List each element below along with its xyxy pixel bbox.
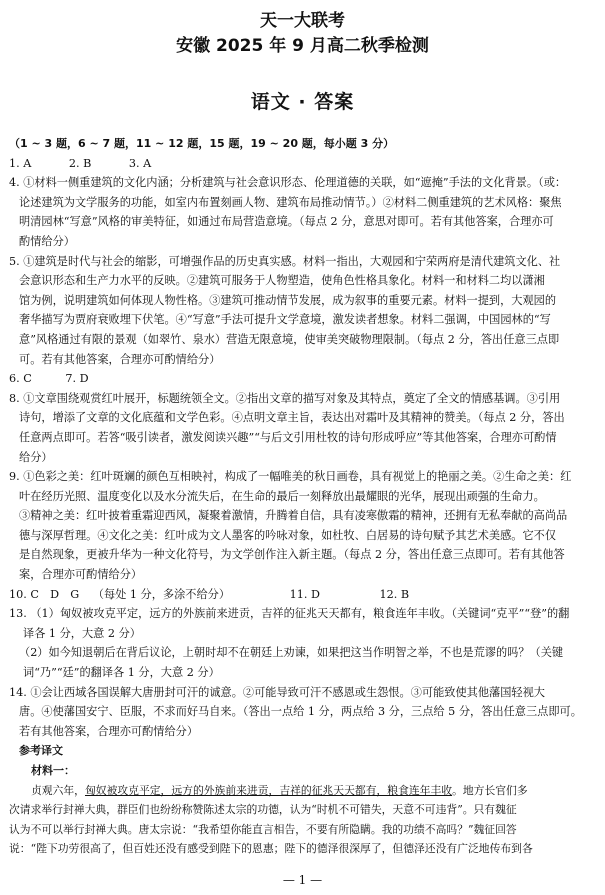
answer-3: 3. A [128, 156, 152, 170]
answer-9-line: 是自然现象，更被升华为一种文化符号，为文学创作注入新主题。（每点 2 分，答出任意三点即可。若有其他答 [19, 548, 565, 562]
answer-body [9, 134, 594, 859]
answer-5-line: 馆为例，说明建筑如何体现人物性格。③建筑可推动情节发展，成为叙事的重要元素。材料一提到，大观园的 [19, 293, 557, 307]
answer-2: 2. B [68, 156, 92, 170]
answer-4-line: 酌情给分） [19, 234, 75, 248]
answer-10: 10. C D G [9, 587, 80, 601]
page-number: — 1 — [282, 873, 323, 887]
answer-8-line: 任意两点即可。若答“吸引读者，激发阅读兴趣”“与后文引用杜牧的诗句形成呼应”等其他答案，合理亦可酌情 [19, 430, 557, 444]
translation-line [9, 781, 594, 801]
answer-5-line: 奢华描写为贾府衰败埋下伏笔。④“写意”手法可提升文学意境，激发读者想象。材料二强调，中国园林的“写 [19, 313, 551, 327]
answers-6-7 [9, 369, 594, 389]
answer-9-line: ③精神之美：红叶披着重霜迎西风，凝聚着激情，升腾着自信，具有凌寒傲霜的精神，还拥有无私奉献的高尚品 [19, 509, 568, 523]
answer-8-line: 8. ①文章围绕观赏红叶展开，标题统领全文。②指出文章的描写对象及其特点，奠定了全文的情感基调。③引用 [9, 391, 561, 405]
answer-6: 6. C [9, 372, 32, 386]
answer-4-line: 明清园林“写意”风格的审美特征，如通过布局营造意境。（每点 2 分，意思对即可。若有其他答案，合理亦可 [19, 215, 554, 229]
answer-13-line: 13. （1）匈奴被攻克平定，远方的外族前来进贡，吉祥的征兆天天都有，粮食连年丰收。（关键词“克平”“登”的翻 [9, 607, 570, 621]
exam-org-title: 天一大联考 [260, 11, 345, 31]
answer-4-line: 论述建筑为文学服务的功能，如室内布置刻画人物、建筑布局推动情节。）②材料二侧重建筑的艺术风格：聚焦 [19, 195, 562, 209]
translation-lead: 贞观六年， [31, 783, 85, 797]
exam-title: 安徽 2025 年 9 月高二秋季检测 [176, 36, 429, 56]
subject-title: 语文 · 答案 [250, 91, 355, 113]
answer-8-line: 诗句，增添了文章的文化底蕴和文学色彩。④点明文章主旨，表达出对霜叶及其精神的赞美。（每点 2 分，答出 [19, 411, 565, 425]
answer-1: 1. A [9, 156, 32, 170]
answer-5-line: 会意识形态和生产力水平的反映。②建筑可服务于人物塑造，使角色性格具象化。材料一和材料二均以潇湘 [19, 274, 545, 288]
answer-11: 11. D [289, 587, 320, 601]
answer-14-line: 唐。④使藩国安宁、臣服，不求而好马自来。（答出一点给 1 分，两点给 3 分，三点给 5 分，答出任意三点即可。 [19, 705, 582, 719]
answers-1-3 [9, 154, 594, 174]
translation-heading: 参考译文 [19, 744, 63, 758]
answer-5-line: 5. ①建筑是时代与社会的缩影，可增强作品的历史真实感。材料一指出，大观园和宁荣两府是清代建筑文化、社 [9, 254, 561, 268]
answer-9-line: 德与深厚哲理。④文化之美：红叶成为文人墨客的吟咏对象，如杜牧、白居易的诗句赋予其艺术美感。它不仅 [19, 528, 557, 542]
answer-4-line: 4. ①材料一侧重建筑的文化内涵；分析建筑与社会意识形态、伦理道德的关联，如“遮掩”手法的文化背景。（或： [9, 176, 567, 190]
answers-10-12 [9, 585, 594, 605]
translation-line: 认为不可以举行封禅大典。唐太宗说：“我希望你能直言相告，不要有所隐瞒。我的功绩不高吗？”魏征回答 [9, 822, 517, 836]
translation-underlined: 匈奴被攻克平定，远方的外族前来进贡，吉祥的征兆天天都有，粮食连年丰收 [84, 783, 453, 797]
translation-rest: 。地方长官们多 [452, 783, 528, 797]
translation-line: 次请求举行封禅大典，群臣们也纷纷称赞陈述太宗的功德，认为“时机不可错失，天意不可违背”。只有魏征 [9, 803, 517, 817]
answer-5-line: 意”风格通过有限的景观（如翠竹、泉水）营造无限意境，使审美突破物理限制。（每点 2 分，答出任意三点即 [19, 332, 560, 346]
answer-13-line: 词“乃”“廷”的翻译各 1 分，大意 2 分） [23, 666, 220, 680]
answer-13-line: （2）如今知退朝后在背后议论，上朝时却不在朝廷上劝谏，如果把这当作明智之举，不也是荒谬的吗？（关键 [19, 646, 564, 660]
scoring-note: （1 ~ 3 题，6 ~ 7 题，11 ~ 12 题，15 题，19 ~ 20 题，每小题 3 分） [9, 137, 395, 150]
answer-12: 12. B [379, 587, 410, 601]
answer-13-line: 译各 1 分，大意 2 分） [23, 626, 141, 640]
answer-9-line: 叶在经历光照、温度变化以及水分流失后，在生命的最后一刻释放出最耀眼的光华，展现出顽强的生命力。 [19, 489, 545, 503]
translation-line: 说：“陛下功劳很高了，但百姓还没有感受到陛下的恩惠；陛下的德泽很深厚了，但德泽还没有广泛地传布到各 [9, 842, 533, 856]
answer-14-line: 若有其他答案，合理亦可酌情给分） [19, 724, 199, 738]
answer-7: 7. D [65, 372, 89, 386]
material-label: 材料一： [31, 764, 75, 777]
answer-5-line: 可。若有其他答案，合理亦可酌情给分） [19, 352, 221, 366]
answer-9-line: 案，合理亦可酌情给分） [19, 568, 143, 582]
answer-14-line: 14. ①会让西域各国误解大唐册封可汗的诚意。②可能导致可汗不感恩或生怨恨。③可能致使其他藩国轻视大 [9, 685, 545, 699]
answer-9-line: 9. ①色彩之美：红叶斑斓的颜色互相映衬，构成了一幅唯美的秋日画卷，具有视觉上的艳丽之美。②生命之美：红 [9, 470, 572, 484]
answer-8-line: 给分） [19, 450, 53, 464]
answer-10-note: （每处 1 分，多涂不给分） [92, 587, 231, 601]
